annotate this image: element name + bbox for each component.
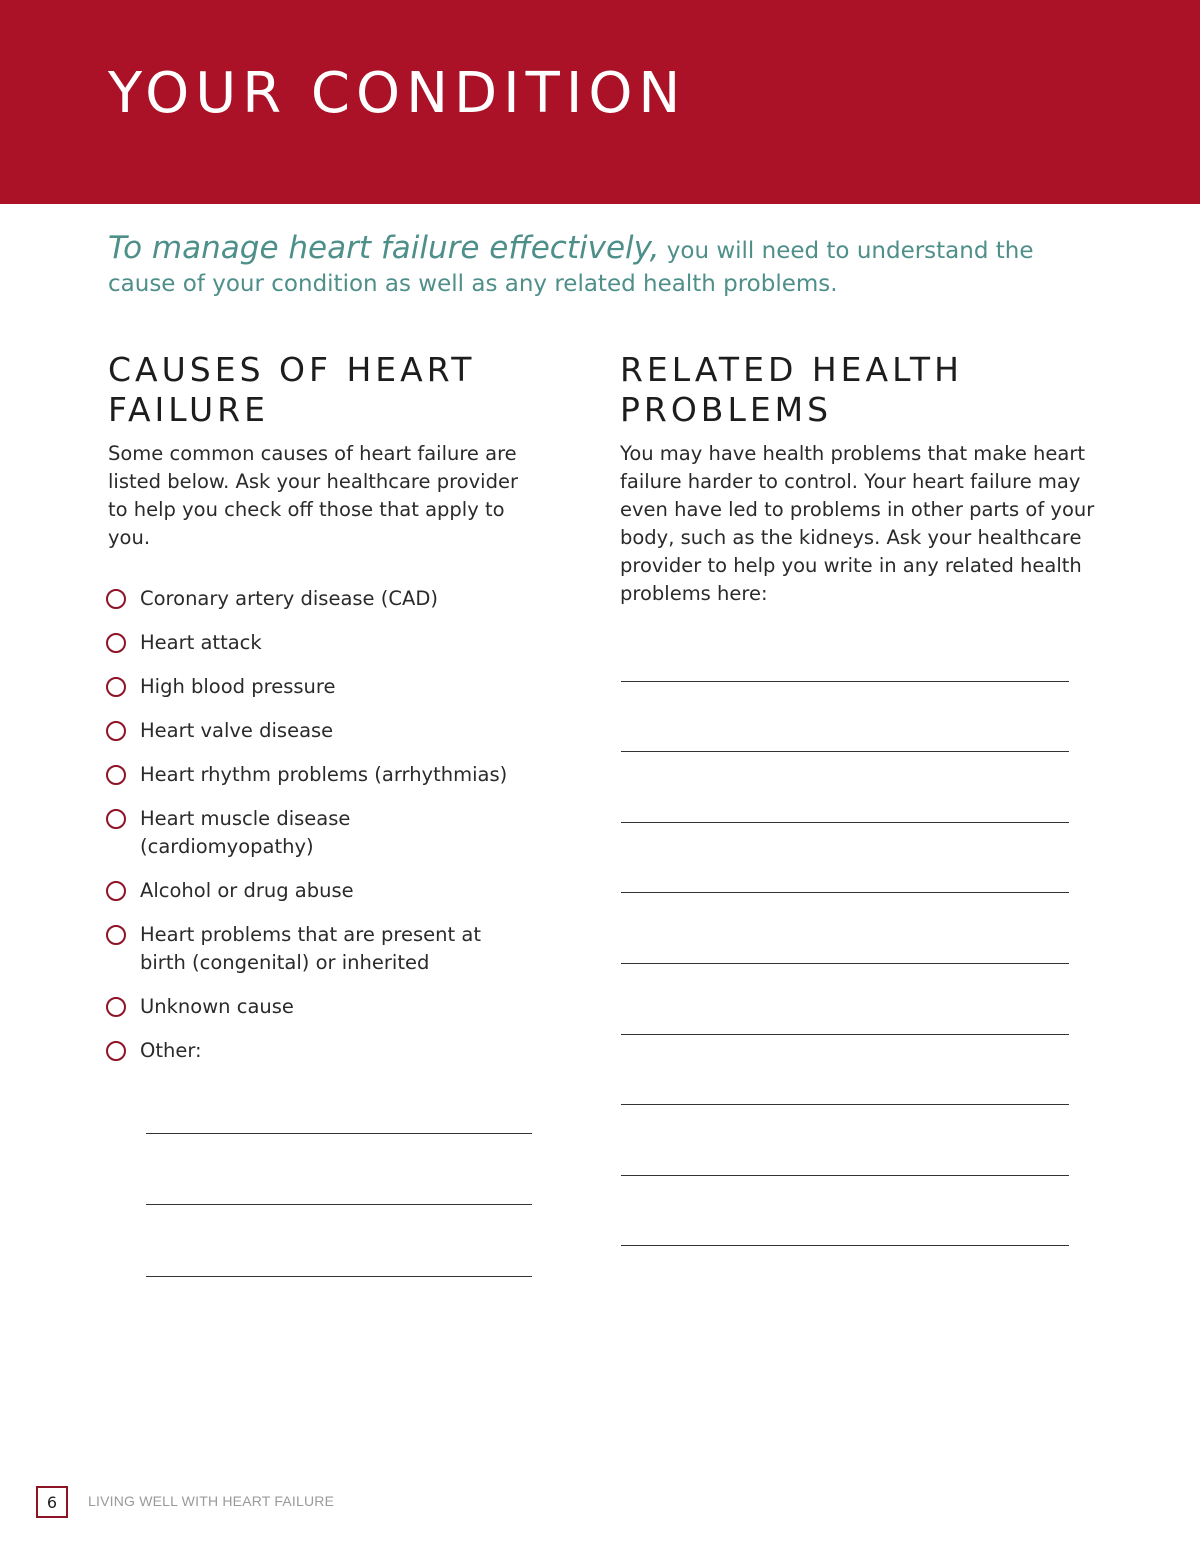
header-banner (0, 0, 1200, 204)
cause-item[interactable] (106, 717, 556, 745)
related-description: You may have health problems that make heart failure harder to control. Your heart failure may even have led to problems in other parts of your body, such as the kidneys. Ask your healthcare provider to help you write in any related health problems here: (620, 442, 1095, 605)
related-write-in-line[interactable] (621, 751, 1069, 752)
cause-label: Heart problems that are present at birth (congenital) or inherited (140, 923, 481, 974)
intro-rest: you will need to understand the cause of your condition as well as any related health problems. (108, 238, 1034, 297)
radio-circle-icon[interactable] (106, 721, 126, 741)
intro-paragraph (108, 232, 1108, 301)
related-write-in-line[interactable] (621, 1104, 1069, 1105)
cause-label: Unknown cause (140, 995, 294, 1018)
cause-label: Coronary artery disease (CAD) (140, 587, 438, 610)
related-write-in-line[interactable] (621, 822, 1069, 823)
page-number: 6 (36, 1486, 68, 1518)
cause-label: Heart muscle disease (cardiomyopathy) (140, 807, 351, 858)
cause-item[interactable] (106, 629, 556, 657)
cause-item[interactable] (106, 585, 556, 613)
causes-description: Some common causes of heart failure are listed below. Ask your healthcare provider to help you check off those that apply to you. (108, 442, 518, 549)
cause-label: High blood pressure (140, 675, 336, 698)
radio-circle-icon[interactable] (106, 809, 126, 829)
radio-circle-icon[interactable] (106, 589, 126, 609)
related-write-in-line[interactable] (621, 963, 1069, 964)
related-write-in-line[interactable] (621, 681, 1069, 682)
cause-item[interactable] (106, 761, 556, 789)
cause-item[interactable] (106, 805, 390, 861)
other-write-in-line[interactable] (146, 1133, 532, 1134)
related-write-in-line[interactable] (621, 892, 1069, 893)
cause-label: Heart valve disease (140, 719, 334, 742)
cause-item[interactable] (106, 877, 556, 905)
radio-circle-icon[interactable] (106, 765, 126, 785)
other-write-in-line[interactable] (146, 1204, 532, 1205)
cause-label: Other: (140, 1039, 202, 1062)
other-write-in-line[interactable] (146, 1276, 532, 1277)
related-write-in-line[interactable] (621, 1034, 1069, 1035)
causes-heading: CAUSES OF HEART FAILURE (108, 350, 476, 429)
radio-circle-icon[interactable] (106, 1041, 126, 1061)
causes-checklist (106, 585, 556, 1081)
page-title: YOUR CONDITION (108, 61, 687, 126)
cause-item[interactable] (106, 673, 556, 701)
related-heading: RELATED HEALTH PROBLEMS (620, 350, 963, 429)
radio-circle-icon[interactable] (106, 925, 126, 945)
footer-title: LIVING WELL WITH HEART FAILURE (88, 1493, 335, 1509)
related-write-in-line[interactable] (621, 1175, 1069, 1176)
radio-circle-icon[interactable] (106, 881, 126, 901)
intro-lead: To manage heart failure effectively, (108, 230, 660, 266)
cause-item[interactable] (106, 1037, 556, 1065)
related-write-in-line[interactable] (621, 1245, 1069, 1246)
cause-item[interactable] (106, 921, 490, 977)
cause-item[interactable] (106, 993, 556, 1021)
radio-circle-icon[interactable] (106, 997, 126, 1017)
cause-label: Heart rhythm problems (arrhythmias) (140, 763, 508, 786)
radio-circle-icon[interactable] (106, 677, 126, 697)
cause-label: Heart attack (140, 631, 262, 654)
radio-circle-icon[interactable] (106, 633, 126, 653)
cause-label: Alcohol or drug abuse (140, 879, 354, 902)
